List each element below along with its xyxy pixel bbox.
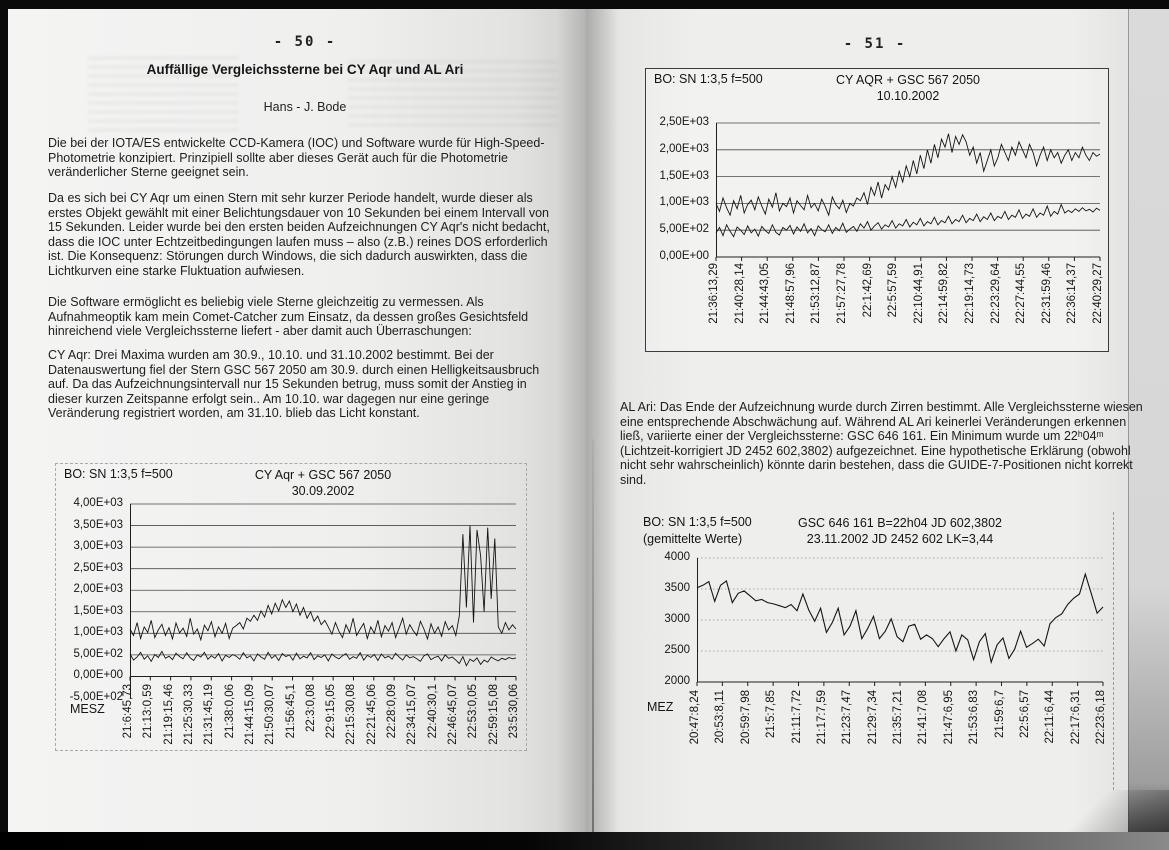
x-tick-label: 22:34:15,07 xyxy=(406,684,419,745)
paragraph-al-ari: AL Ari: Das Ende der Aufzeichnung wurde durch Zirren bestimmt. Alle Vergleichssterne wiesen eine entsprechende Abschwächung auf. Während AL Ari keinerlei Veränderungen erkennen ließ, variierte einer der Vergleichssterne: GSC 646 161. Ein Minimum wurde um 22ʰ04ᵐ (Lichtzeit-korrigiert JD 2452 602,3802) aufgezeichnet. Eine hypothetische Erklärung (obwohl nicht sehr wahrscheinlich) könnte darin bestehen, dass die GUIDE-7-Positionen nicht korrekt sind. xyxy=(620,400,1143,487)
paragraph-software: Die Software ermöglicht es beliebig viele Sterne gleichzeitig zu vermessen. Als Aufnahmeoptik kam mein Comet-Catcher zum Einsatz, da dessen großes Gesichtsfeld hinreichend viele Vergleichssterne liefert - aber damit auch Überraschungen: xyxy=(48,295,529,339)
x-axis-row xyxy=(635,686,1113,790)
chart-annotation: BO: SN 1:3,5 f=500 xyxy=(654,72,763,86)
x-tick-label: 21:40:28,14 xyxy=(733,263,746,324)
chart-subtitle: 30.09.2002 xyxy=(291,484,355,498)
chart-body xyxy=(646,116,1108,262)
x-axis-labels xyxy=(689,686,1113,790)
x-tick-label: 22:14:59,82 xyxy=(938,263,951,324)
x-axis-labels xyxy=(122,680,526,745)
x-axis-unit: MESZ xyxy=(70,702,105,716)
x-tick-label: 22:3:0,08 xyxy=(304,684,317,732)
x-tick-label: 21:11:7,72 xyxy=(790,690,803,744)
x-tick-label: 21:50:30,07 xyxy=(264,684,277,745)
data-series-cy-aqr xyxy=(716,134,1100,216)
chart-annotation: BO: SN 1:3,5 f=500 xyxy=(643,515,752,529)
x-tick-label: 21:44:15,09 xyxy=(243,684,256,745)
x-axis-labels xyxy=(708,259,1108,353)
x-tick-label: 20:47:8,24 xyxy=(689,690,701,745)
scan-border-bottom xyxy=(0,832,1169,850)
x-tick-label: 21:48:57,96 xyxy=(784,263,797,324)
x-tick-label: 21:17:7,59 xyxy=(815,690,828,745)
y-tick-label: 2,00E+03 xyxy=(659,142,709,155)
x-tick-label: 21:6:45,73 xyxy=(122,684,134,739)
article-author: Hans - J. Bode xyxy=(263,100,347,114)
chart-header xyxy=(635,512,1113,558)
chart-body xyxy=(56,497,526,703)
x-tick-label: 22:31:59,46 xyxy=(1040,263,1053,324)
gutter-shadow xyxy=(556,9,620,832)
y-tick-label: 2,50E+03 xyxy=(73,561,123,574)
x-tick-label: 21:56:45,1 xyxy=(284,684,297,739)
page-number-right: - 51 - xyxy=(843,36,907,52)
x-tick-label: 21:57:27,78 xyxy=(836,263,848,324)
x-tick-label: 22:9:15,05 xyxy=(325,684,338,739)
paragraph-intro: Die bei der IOTA/ES entwickelte CCD-Kamera (IOC) und Software wurde für High-Speed-Photometrie konzipiert. Prinzipiell sollte aber dieses Gerät auch für die Photometrie veränderlicher Sterne geeignet sein. xyxy=(48,136,545,180)
y-tick-label: 5,00E+02 xyxy=(659,223,709,236)
x-axis-unit: MEZ xyxy=(647,700,674,714)
gutter-fold-line xyxy=(592,439,594,832)
plot-area xyxy=(697,558,1103,682)
chart-title: GSC 646 161 B=22h04 JD 602,3802 xyxy=(798,516,1002,530)
chart-title: CY Aqr + GSC 567 2050 xyxy=(254,468,392,482)
paragraph-cy-aqr-maxima: CY Aqr: Drei Maxima wurden am 30.9., 10.10. und 31.10.2002 bestimmt. Bei der Datenauswertung fiel der Stern GSC 567 2050 am 30.9. durch einen Helligkeitsausbruch auf. Da das Aufzeichnungsintervall nur 15 Sekunden betrug, muss somit der Anstieg in dieser kurzen Zeitspanne erfolgt sein.. Am 10.10. war dagegen nur eine geringe Veränderung registriert worden, am 31.10. blieb das Licht konstant. xyxy=(48,348,540,421)
chart-title-box xyxy=(697,515,1103,547)
chart-annotation: BO: SN 1:3,5 f=500 xyxy=(64,467,173,481)
x-tick-label: 22:36:14,37 xyxy=(1066,263,1079,324)
chart-gsc-646-161-23-11-2002 xyxy=(635,512,1114,790)
y-tick-label: 0,00E+00 xyxy=(659,250,709,262)
x-tick-label: 21:36:13,29 xyxy=(708,263,720,324)
x-axis-row xyxy=(56,680,526,745)
plot-area xyxy=(130,504,516,698)
y-tick-label: 1,50E+03 xyxy=(659,169,709,182)
x-tick-label: 21:53:6,83 xyxy=(968,690,981,745)
x-tick-label: 21:23:7,47 xyxy=(841,690,854,745)
data-series-gsc-646-161 xyxy=(697,574,1103,662)
x-axis-row xyxy=(646,259,1108,353)
y-tick-label: 0,00E+00 xyxy=(73,669,123,682)
x-tick-label: 21:13:0,59 xyxy=(142,684,155,739)
y-tick-label: 4000 xyxy=(664,551,690,563)
x-tick-label: 22:17:6,31 xyxy=(1069,690,1082,745)
chart-title-box xyxy=(716,72,1100,104)
x-tick-label: 22:11:6,44 xyxy=(1044,690,1057,744)
x-tick-label: 21:47:6,95 xyxy=(942,690,955,745)
x-tick-label: 22:15:30,08 xyxy=(345,684,358,745)
x-tick-label: 21:31:45,19 xyxy=(203,684,216,745)
x-tick-label: 20:59:7,98 xyxy=(739,690,752,745)
x-tick-label: 22:5:57,59 xyxy=(887,263,900,318)
x-tick-label: 21:19:15,46 xyxy=(162,684,175,745)
x-tick-label: 22:27:44,55 xyxy=(1015,263,1028,324)
y-tick-label: 4,00E+03 xyxy=(73,497,123,509)
x-tick-label: 22:5:6,57 xyxy=(1018,690,1031,738)
x-tick-label: 22:23:29,64 xyxy=(989,263,1002,324)
y-axis-labels xyxy=(56,497,130,703)
y-tick-label: 2,50E+03 xyxy=(659,116,709,128)
paragraph-cy-aqr-recording: Da es sich bei CY Aqr um einen Stern mit sehr kurzer Periode handelt, wurde dieser als erstes Objekt gewählt mit einer Belichtungsdauer von 10 Sekunden bei einem Intervall von 15 Sekunden. Leider wurde bei den ersten beiden Aufzeichnungen CY Aqr's nicht bedacht, dass die IOC unter Echtzeitbedingungen laufen muss – also (z.B.) reines DOS erforderlich ist. Die Konsequenz: Störungen durch Windows, die sich dadurch auswirkten, dass die Lichtkurven eine starke Fluktuation aufwiesen. xyxy=(48,191,550,278)
article-title: Auffällige Vergleichssterne bei CY Aqr und AL Ari xyxy=(146,62,464,77)
x-tick-label: 21:53:12,87 xyxy=(810,263,823,324)
page-number-left: - 50 - xyxy=(273,34,337,50)
scan-border-left xyxy=(0,9,8,832)
chart-cy-aqr-10-10-2002 xyxy=(645,68,1109,352)
y-axis-labels xyxy=(646,116,716,262)
x-tick-label: 21:5:7,85 xyxy=(765,690,778,738)
y-tick-label: 3,50E+03 xyxy=(73,518,123,531)
y-tick-label: 2000 xyxy=(664,675,690,687)
x-tick-label: 23:5:30,06 xyxy=(508,684,520,739)
y-tick-label: 1,00E+03 xyxy=(659,196,709,209)
x-tick-label: 22:46:45,07 xyxy=(447,684,460,745)
x-tick-label: 22:59:15,08 xyxy=(487,684,500,745)
x-tick-label: 21:35:7,21 xyxy=(892,690,904,745)
chart-annotation-line2: (gemittelte Werte) xyxy=(643,532,743,546)
x-tick-label: 21:29:7,34 xyxy=(866,690,879,745)
chart-header xyxy=(56,464,526,504)
chart-title-box xyxy=(130,467,516,499)
y-tick-label: 3000 xyxy=(664,613,690,625)
y-tick-label: 5,00E+02 xyxy=(73,647,123,660)
chart-subtitle: 23.11.2002 JD 2452 602 LK=3,44 xyxy=(806,532,994,546)
x-tick-label: 22:40:29,27 xyxy=(1092,263,1104,324)
y-tick-label: 1,00E+03 xyxy=(73,626,123,639)
y-tick-label: 3500 xyxy=(664,582,690,594)
x-tick-label: 22:1:42,69 xyxy=(861,263,874,318)
x-tick-label: 22:53:0,05 xyxy=(467,684,480,739)
chart-header xyxy=(646,69,1108,123)
data-series-gsc-567-2050 xyxy=(716,205,1100,237)
corner-shadow xyxy=(1040,790,1169,832)
x-tick-label: 22:10:44,91 xyxy=(912,263,925,324)
y-tick-label: 2500 xyxy=(664,644,690,656)
x-tick-label: 21:25:30,33 xyxy=(182,684,195,745)
chart-body xyxy=(635,551,1113,687)
scan-border-top xyxy=(0,0,1169,9)
chart-cy-aqr-30-09-2002 xyxy=(55,463,527,751)
x-tick-label: 22:28:0,09 xyxy=(386,684,399,739)
x-tick-label: 22:19:14,73 xyxy=(964,263,976,324)
x-tick-label: 22:23:6,18 xyxy=(1095,690,1107,745)
x-tick-label: 21:38:0,06 xyxy=(223,684,236,739)
data-series-gsc-567-2050 xyxy=(130,651,516,665)
y-tick-label: 2,00E+03 xyxy=(73,583,123,596)
chart-title: CY AQR + GSC 567 2050 xyxy=(836,73,980,87)
y-tick-label: 1,50E+03 xyxy=(73,604,123,617)
x-tick-label: 21:59:6,7 xyxy=(993,690,1006,738)
x-tick-label: 22:40:30,1 xyxy=(426,684,439,739)
data-series-cy-aqr xyxy=(130,526,516,640)
y-axis-labels xyxy=(635,551,697,687)
chart-subtitle: 10.10.2002 xyxy=(876,89,940,103)
plot-area xyxy=(716,123,1100,257)
x-tick-label: 20:53:8,11 xyxy=(714,690,727,744)
y-tick-label: -5,00E+02 xyxy=(69,691,123,703)
x-tick-label: 22:21:45,06 xyxy=(365,684,378,745)
x-tick-label: 21:41:7,08 xyxy=(917,690,930,745)
x-tick-label: 21:44:43,05 xyxy=(759,263,772,324)
y-tick-label: 3,00E+03 xyxy=(73,540,123,553)
